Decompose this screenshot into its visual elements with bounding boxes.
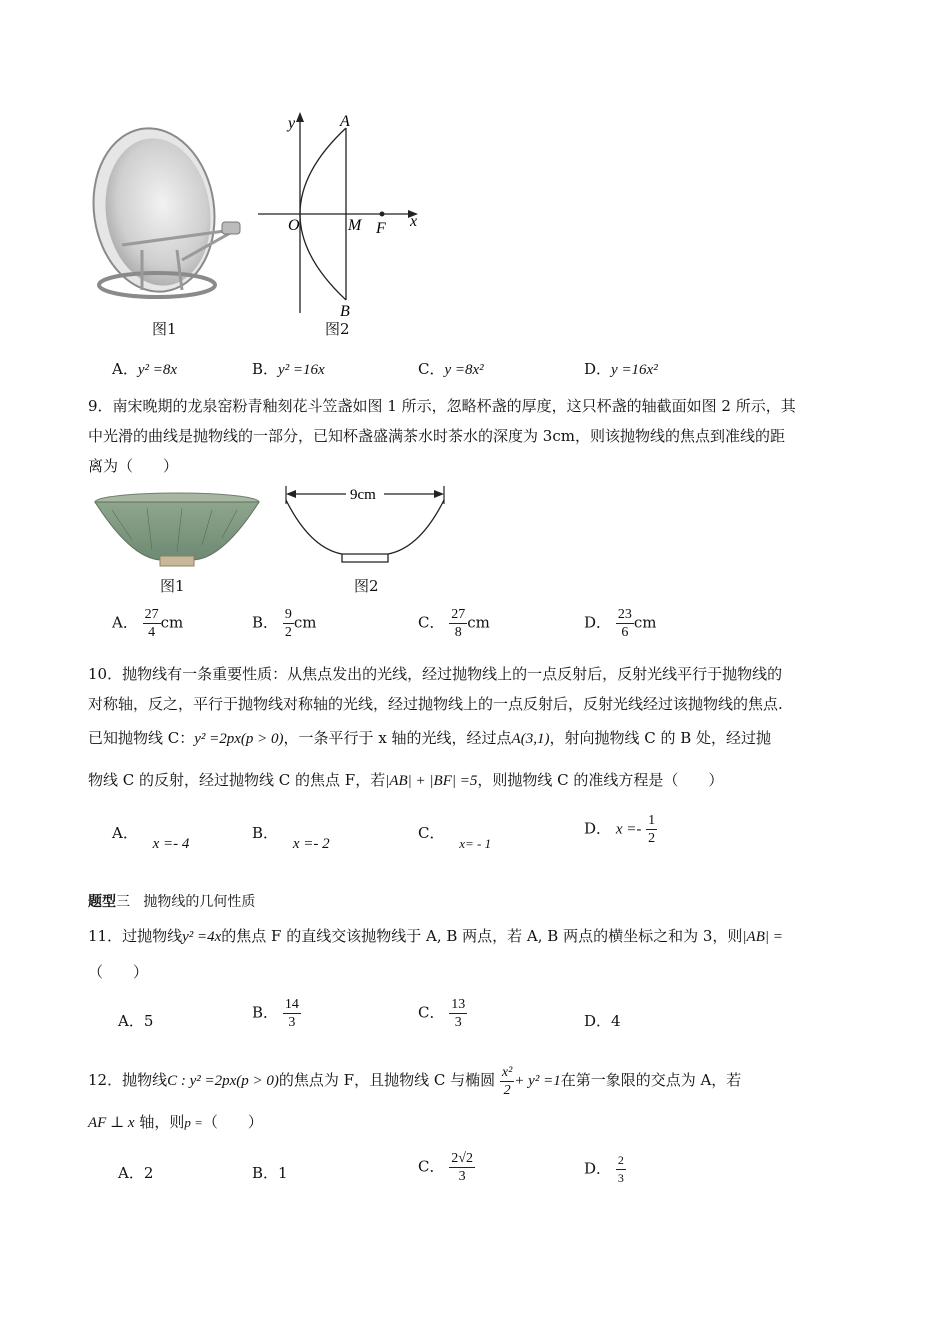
axis-label-x: x bbox=[410, 213, 418, 230]
q12-text-line2: AF ⊥ x 轴，则p =（ ） bbox=[88, 1113, 263, 1131]
fraction: $\frac{27}{4}$ bbox=[144, 607, 159, 640]
q9-text-line3: 离为（ ） bbox=[88, 457, 179, 475]
fraction: $\frac{9}{2}$ bbox=[284, 607, 292, 640]
celadon-bowl-photo bbox=[92, 490, 262, 570]
fraction: $\frac{13}{3}$ bbox=[451, 997, 466, 1030]
q12-option-c[interactable]: C． $\frac{2√2}{3}$ bbox=[418, 1151, 473, 1184]
q11-option-a[interactable]: A．5 bbox=[118, 1012, 154, 1030]
q8-option-c[interactable]: C．y =8x² bbox=[418, 360, 484, 378]
fraction: $\frac{23}{6}$ bbox=[617, 607, 632, 640]
point-label-F: F bbox=[376, 220, 386, 237]
q11-option-b[interactable]: B． $\frac{14}{3}$ bbox=[252, 997, 299, 1030]
q9-text-line1: 9．南宋晚期的龙泉窑粉青釉刻花斗笠盏如图 1 所示，忽略杯盏的厚度，这只杯盏的轴截面如图 2 所示，其 bbox=[88, 397, 796, 415]
q11-text-line1: 11．过抛物线y² =4x的焦点 F 的直线交该抛物线于 A, B 两点，若 A, B 两点的横坐标之和为 3，则|AB| = bbox=[88, 927, 783, 945]
point-label-A: A bbox=[340, 113, 350, 130]
bowl-cross-section-diagram bbox=[280, 482, 450, 572]
q11-text-line2: （ ） bbox=[88, 963, 149, 981]
fraction: $\frac{14}{3}$ bbox=[284, 997, 299, 1030]
q9-option-c[interactable]: C． $\frac{27}{8}$ cm bbox=[418, 607, 490, 640]
q12-option-a[interactable]: A．2 bbox=[118, 1164, 154, 1182]
point-label-M: M bbox=[348, 217, 362, 234]
q9-figure-1-caption: 图1 bbox=[160, 577, 185, 595]
q9-option-d[interactable]: D． $\frac{23}{6}$ cm bbox=[584, 607, 657, 640]
parabola-diagram bbox=[250, 108, 430, 318]
q10-text-line3: 已知抛物线 C：y² =2px(p > 0)，一条平行于 x 轴的光线，经过点A(3,1)，射向抛物线 C 的 B 处，经过抛 bbox=[88, 729, 772, 747]
point-label-O: O bbox=[288, 217, 300, 234]
q12-option-b[interactable]: B．1 bbox=[252, 1164, 288, 1182]
fraction: $\frac{27}{8}$ bbox=[451, 607, 466, 640]
q12-option-d[interactable]: D． $\frac{2}{3}$ bbox=[584, 1153, 624, 1185]
axis-label-y: y bbox=[288, 115, 296, 132]
q10-text-line2: 对称轴，反之，平行于抛物线对称轴的光线，经过抛物线上的一点反射后，反射光线经过该抛物线的焦点. bbox=[88, 695, 783, 713]
fraction: $\frac{2}{3}$ bbox=[617, 1153, 624, 1185]
q8-option-b[interactable]: B．y² =16x bbox=[252, 360, 325, 378]
figure-1-caption: 图1 bbox=[152, 320, 177, 338]
q9-option-a[interactable]: A． $\frac{27}{4}$ cm bbox=[112, 607, 184, 640]
q10-option-b[interactable]: B． x =- 2 bbox=[252, 824, 330, 852]
q12-text-line1: 12．抛物线C : y² =2px(p > 0)的焦点为 F，且抛物线 C 与椭圆 $\frac{\text{x²}}{2}$ + y² =1在第一象限的交点为 A，若 bbox=[88, 1064, 742, 1098]
q10-text-line4: 物线 C 的反射，经过抛物线 C 的焦点 F，若|AB| + |BF| =5，则抛物线 C 的准线方程是（ ） bbox=[88, 771, 724, 789]
fraction: $\frac{1}{2}$ bbox=[648, 813, 656, 846]
section-heading: 题型三 抛物线的几何性质 bbox=[88, 894, 256, 910]
width-label: 9cm bbox=[350, 487, 376, 503]
q10-text-line1: 10．抛物线有一条重要性质：从焦点发出的光线，经过抛物线上的一点反射后，反射光线平行于抛物线的 bbox=[88, 665, 783, 683]
q9-text-line2: 中光滑的曲线是抛物线的一部分，已知杯盏盛满茶水时茶水的深度为 3cm，则该抛物线的焦点到准线的距 bbox=[88, 427, 785, 445]
q8-option-d[interactable]: D．y =16x² bbox=[584, 360, 658, 378]
fraction: $\frac{2√2}{3}$ bbox=[451, 1151, 473, 1184]
q11-option-d[interactable]: D．4 bbox=[584, 1012, 621, 1030]
q11-option-c[interactable]: C． $\frac{13}{3}$ bbox=[418, 997, 466, 1030]
point-label-B: B bbox=[340, 303, 350, 318]
q9-figure-2-caption: 图2 bbox=[354, 577, 379, 595]
q9-option-b[interactable]: B． $\frac{9}{2}$ cm bbox=[252, 607, 317, 640]
figure-2-caption: 图2 bbox=[325, 320, 350, 338]
q10-option-d[interactable]: D． x =- $\frac{1}{2}$ bbox=[584, 813, 656, 846]
q8-option-a[interactable]: A．y² =8x bbox=[112, 360, 178, 378]
satellite-dish-figure bbox=[82, 120, 252, 305]
ellipse-fraction: $\frac{\text{x²}}{2}$ bbox=[501, 1064, 513, 1098]
q10-option-a[interactable]: A． x =- 4 bbox=[112, 824, 190, 852]
q10-option-c[interactable]: C． x= - 1 bbox=[418, 824, 492, 851]
